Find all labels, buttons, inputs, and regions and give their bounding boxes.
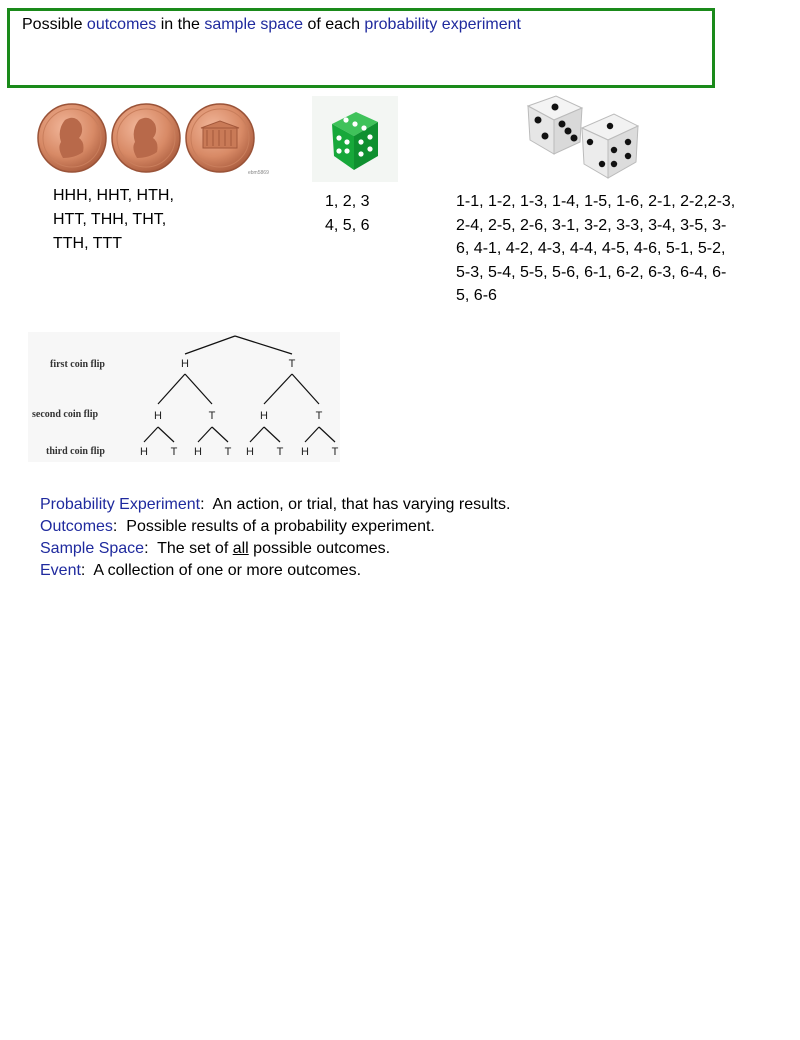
green-die-image: [312, 96, 398, 182]
tree-node: T: [315, 410, 323, 422]
tree-node: H: [194, 446, 202, 458]
tree-node: H: [181, 358, 189, 370]
pennies-image: [35, 98, 269, 178]
title-text-3: of each: [303, 16, 365, 33]
coin-outcomes-line: HTT, THH, THT,: [53, 211, 167, 228]
definition-emphasis: all: [232, 540, 249, 557]
tree-node: T: [288, 358, 296, 370]
definition-separator: :: [112, 518, 127, 535]
tree-node: H: [246, 446, 254, 458]
page-title: [22, 16, 521, 34]
die-outcomes-line: 4, 5, 6: [325, 217, 370, 234]
two-dice-image: [518, 94, 644, 186]
title-term-probability-experiment: probability experiment: [364, 16, 521, 33]
penny-tails-icon: [186, 104, 254, 172]
tree-row-label: first coin flip: [50, 359, 105, 370]
die-icon: [528, 96, 582, 154]
title-box: [7, 8, 715, 88]
definition-separator: :: [200, 496, 213, 513]
two-dice-outcomes-line: 6, 4-1, 4-2, 4-3, 4-4, 4-5, 4-6, 5-1, 5-2,: [456, 240, 726, 257]
definition-separator: :: [80, 562, 94, 579]
definition-outcomes: [40, 516, 510, 538]
definitions-list: [40, 494, 510, 582]
two-dice-outcomes-line: 1-1, 1-2, 1-3, 1-4, 1-5, 1-6, 2-1, 2-2,2-3,: [456, 193, 736, 210]
die-outcomes-line: 1, 2, 3: [325, 193, 370, 210]
definition-sample-space: [40, 538, 510, 560]
tree-node: H: [260, 410, 268, 422]
title-term-sample-space: sample space: [204, 16, 304, 33]
tree-node: T: [170, 446, 178, 458]
tree-node: T: [276, 446, 284, 458]
definition-text: An action, or trial, that has varying results.: [212, 496, 511, 513]
tree-node: T: [224, 446, 232, 458]
tree-node: T: [331, 446, 339, 458]
definition-text: Possible results of a probability experiment.: [126, 518, 435, 535]
title-text-1: Possible: [22, 16, 87, 33]
tree-row-label: third coin flip: [46, 446, 105, 457]
title-term-outcomes: outcomes: [86, 16, 157, 33]
definition-term: Event: [40, 562, 81, 579]
coin-flip-tree-diagram: [28, 332, 340, 462]
coin-outcomes-line: HHH, HHT, HTH,: [53, 187, 174, 204]
title-text-2: in the: [156, 16, 205, 33]
definition-probability-experiment: [40, 494, 510, 516]
definition-text: A collection of one or more outcomes.: [93, 562, 362, 579]
tree-node: T: [208, 410, 216, 422]
definition-text: possible outcomes.: [248, 540, 391, 557]
die-icon: [582, 114, 638, 178]
coin-outcomes-line: TTH, TTT: [53, 235, 123, 252]
definition-term: Outcomes: [40, 518, 113, 535]
definition-text: The set of: [157, 540, 233, 557]
two-dice-outcomes: [456, 190, 735, 308]
coin-outcomes: [53, 184, 174, 256]
tree-node: H: [301, 446, 309, 458]
two-dice-outcomes-line: 2-4, 2-5, 2-6, 3-1, 3-2, 3-3, 3-4, 3-5, 3-: [456, 216, 727, 234]
tree-row-label: second coin flip: [32, 409, 99, 420]
tree-node: H: [154, 410, 162, 422]
two-dice-outcomes-line: 5-3, 5-4, 5-5, 5-6, 6-1, 6-2, 6-3, 6-4, 6-: [456, 263, 727, 281]
definition-event: [40, 560, 510, 582]
image-caption: ebm5869: [248, 170, 269, 176]
die-outcomes: [325, 190, 369, 238]
penny-heads-icon: [38, 104, 106, 172]
two-dice-outcomes-line: 5, 6-6: [456, 287, 497, 304]
definition-separator: :: [144, 540, 158, 557]
tree-node: H: [140, 446, 148, 458]
definition-term: Probability Experiment: [40, 496, 201, 513]
penny-heads-icon: [112, 104, 180, 172]
definition-term: Sample Space: [40, 540, 145, 557]
